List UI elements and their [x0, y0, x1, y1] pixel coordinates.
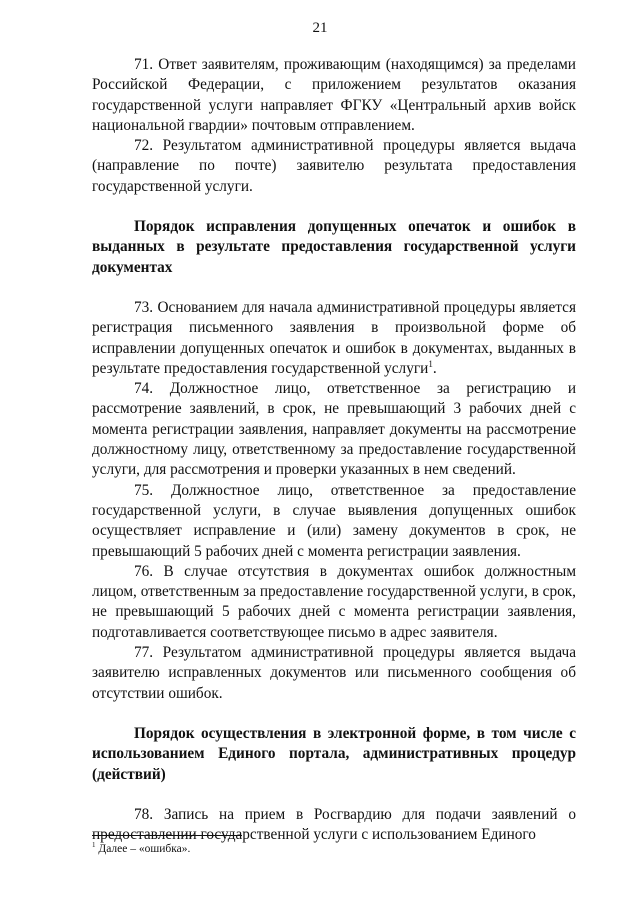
- paragraph-73: [92, 298, 576, 379]
- footnote-reference: 1: [428, 358, 433, 369]
- paragraph-75: 75. Должностное лицо, ответственное за предоставление государственной услуги, в случае выявления допущенных ошибок осуществляет исправление и (или) замену документов в срок, не превышающий 5 рабочих дней с момента регистрации заявления.: [92, 481, 576, 560]
- section-heading-electronic-form: Порядок осуществления в электронной форме, в том числе с использованием Единого портала, административных процедур (действий): [92, 724, 576, 783]
- paragraph-71: 71. Ответ заявителям, проживающим (находящимся) за пределами Российской Федерации, с приложением результатов оказания государственной услуги направляет ФГКУ «Центральный архив войск национальной гвардии» почтовым отправлением.: [92, 56, 576, 134]
- document-body: [92, 55, 576, 845]
- paragraph-78: 78. Запись на прием в Росгвардию для подачи заявлений о предоставлении государственной услуги с использованием Единого: [92, 805, 576, 844]
- section-heading-corrections: Порядок исправления допущенных опечаток и ошибок в выданных в результате предоставления государственной услуги документах: [92, 218, 576, 276]
- paragraph-73-text: 73. Основанием для начала административной процедуры является регистрация письменного заявления в произвольной форме об исправлении допущенных опечаток и ошибок в документах, выданных в результате предоставления государственной услуги: [92, 298, 576, 377]
- paragraph-76: 76. В случае отсутствия в документах ошибок должностным лицом, ответственным за предоставление государственной услуги, в срок, не превышающий 5 рабочих дней с момента регистрации заявления, подготавливается соответствующее письмо в адрес заявителя.: [92, 562, 577, 641]
- footnote-marker: 1: [92, 841, 96, 850]
- paragraph-77: 77. Результатом административной процедуры является выдача заявителю исправленных документов или письменного сообщения об отсутствии ошибок.: [92, 644, 576, 702]
- footnote-text: Далее – «ошибка».: [95, 843, 191, 855]
- footnote-divider: [92, 835, 242, 836]
- page-number: 21: [312, 20, 328, 36]
- footnote: [92, 842, 190, 856]
- paragraph-72: 72. Результатом административной процедуры является выдача (направление по почте) заявителю результата предоставления государственной услуги.: [92, 137, 576, 195]
- paragraph-73-end: .: [432, 359, 437, 377]
- paragraph-74: 74. Должностное лицо, ответственное за регистрацию и рассмотрение заявлений, в срок, не превышающий 3 рабочих дней с момента регистрации заявления, направляет документы на рассмотрение должностному лицу, ответственному за предоставление государственной услуги, для рассмотрения и проверки указанных в нем сведений.: [92, 380, 576, 479]
